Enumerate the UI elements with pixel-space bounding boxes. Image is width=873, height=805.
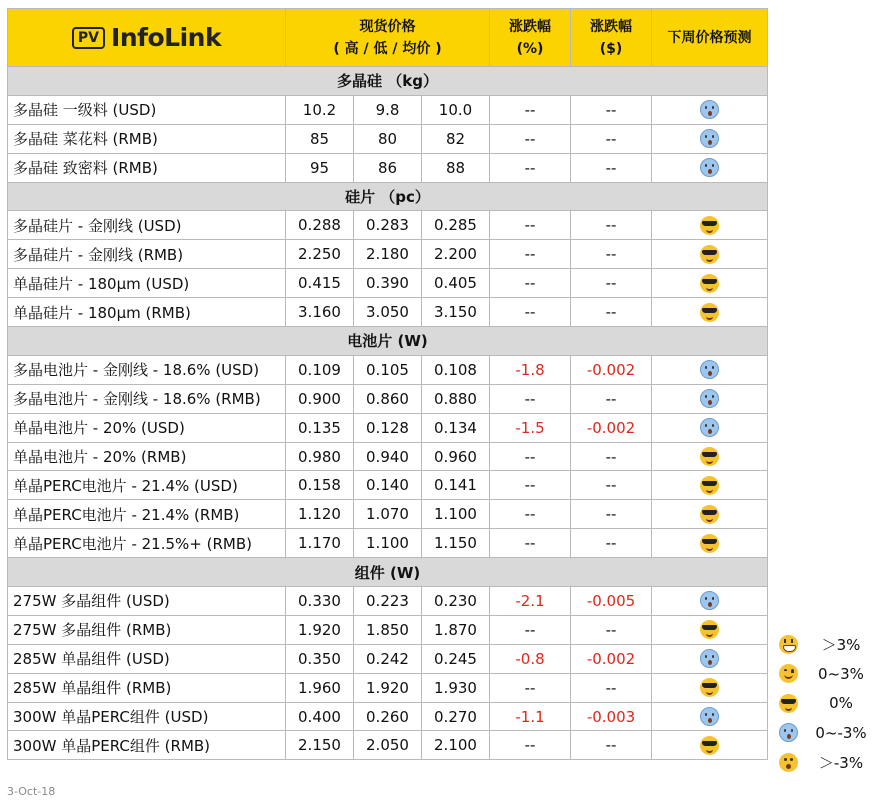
- high-price-cell: 0.350: [286, 644, 354, 673]
- cool-face-icon: [700, 505, 719, 524]
- change-amt-cell: --: [571, 95, 652, 124]
- change-amt-cell: --: [571, 269, 652, 298]
- avg-price-cell: 2.200: [422, 240, 490, 269]
- table-row: [8, 240, 768, 269]
- change-amt-header: [571, 9, 652, 67]
- change-pct-cell: --: [490, 384, 571, 413]
- spot-price-title: 现货价格: [359, 18, 416, 35]
- product-name-cell: 单晶PERC电池片 - 21.5%+ (RMB): [8, 529, 286, 558]
- product-name-cell: 多晶硅 致密料 (RMB): [8, 153, 286, 182]
- avg-price-cell: 0.285: [422, 211, 490, 240]
- high-price-cell: 0.135: [286, 413, 354, 442]
- change-amt-cell: --: [571, 731, 652, 760]
- table-row: [8, 413, 768, 442]
- table-row: [8, 298, 768, 327]
- low-price-cell: 80: [354, 124, 422, 153]
- product-name-cell: 多晶硅片 - 金刚线 (RMB): [8, 240, 286, 269]
- high-price-cell: 0.109: [286, 355, 354, 384]
- report-date: 3-Oct-18: [7, 785, 56, 798]
- avg-price-cell: 2.100: [422, 731, 490, 760]
- table-row: [8, 269, 768, 298]
- change-amt-cell: --: [571, 673, 652, 702]
- high-price-cell: 0.400: [286, 702, 354, 731]
- change-amt-unit: ($): [599, 40, 623, 57]
- change-pct-cell: -2.1: [490, 587, 571, 616]
- table-row: [8, 471, 768, 500]
- low-price-cell: 0.128: [354, 413, 422, 442]
- avg-price-cell: 1.870: [422, 615, 490, 644]
- low-price-cell: 0.283: [354, 211, 422, 240]
- forecast-cell: [652, 124, 768, 153]
- low-price-cell: 0.242: [354, 644, 422, 673]
- table-row: [8, 702, 768, 731]
- change-amt-cell: -0.003: [571, 702, 652, 731]
- high-price-cell: 1.120: [286, 500, 354, 529]
- scream-face-icon: [700, 418, 719, 437]
- product-name-cell: 单晶PERC电池片 - 21.4% (RMB): [8, 500, 286, 529]
- table-row: [8, 500, 768, 529]
- scream-face-icon: [700, 100, 719, 119]
- forecast-cell: [652, 355, 768, 384]
- table-row: [8, 153, 768, 182]
- avg-price-cell: 0.245: [422, 644, 490, 673]
- change-pct-cell: --: [490, 124, 571, 153]
- logo-cell: [8, 9, 286, 67]
- change-amt-cell: --: [571, 124, 652, 153]
- change-pct-cell: --: [490, 211, 571, 240]
- table-row: [8, 731, 768, 760]
- scream-face-icon: [779, 723, 798, 742]
- change-amt-cell: --: [571, 211, 652, 240]
- high-price-cell: 2.150: [286, 731, 354, 760]
- table-row: [8, 587, 768, 616]
- forecast-cell: [652, 644, 768, 673]
- change-amt-cell: --: [571, 471, 652, 500]
- high-price-cell: 0.330: [286, 587, 354, 616]
- spot-price-header: [286, 9, 490, 67]
- change-amt-cell: -0.005: [571, 587, 652, 616]
- high-price-cell: 85: [286, 124, 354, 153]
- avg-price-cell: 10.0: [422, 95, 490, 124]
- forecast-cell: [652, 500, 768, 529]
- cool-face-icon: [700, 274, 719, 293]
- change-pct-cell: -1.1: [490, 702, 571, 731]
- section-header-row: [8, 558, 768, 587]
- change-pct-cell: -1.5: [490, 413, 571, 442]
- product-name-cell: 多晶电池片 - 金刚线 - 18.6% (USD): [8, 355, 286, 384]
- change-amt-cell: --: [571, 240, 652, 269]
- avg-price-cell: 88: [422, 153, 490, 182]
- forecast-cell: [652, 298, 768, 327]
- low-price-cell: 2.050: [354, 731, 422, 760]
- forecast-cell: [652, 211, 768, 240]
- change-pct-cell: --: [490, 673, 571, 702]
- change-amt-cell: -0.002: [571, 644, 652, 673]
- cool-face-icon: [700, 245, 719, 264]
- forecast-cell: [652, 615, 768, 644]
- change-amt-cell: --: [571, 298, 652, 327]
- low-price-cell: 0.223: [354, 587, 422, 616]
- product-name-cell: 多晶电池片 - 金刚线 - 18.6% (RMB): [8, 384, 286, 413]
- cool-face-icon: [700, 620, 719, 639]
- product-name-cell: 单晶PERC电池片 - 21.4% (USD): [8, 471, 286, 500]
- avg-price-cell: 0.405: [422, 269, 490, 298]
- cool-face-icon: [700, 447, 719, 466]
- high-price-cell: 3.160: [286, 298, 354, 327]
- forecast-cell: [652, 269, 768, 298]
- change-pct-cell: -0.8: [490, 644, 571, 673]
- change-pct-cell: --: [490, 442, 571, 471]
- high-price-cell: 0.288: [286, 211, 354, 240]
- change-pct-unit: (%): [516, 40, 544, 57]
- change-pct-cell: --: [490, 471, 571, 500]
- forecast-cell: [652, 673, 768, 702]
- high-price-cell: 1.960: [286, 673, 354, 702]
- product-name-cell: 300W 单晶PERC组件 (RMB): [8, 731, 286, 760]
- cool-face-icon: [700, 534, 719, 553]
- low-price-cell: 9.8: [354, 95, 422, 124]
- product-name-cell: 275W 多晶组件 (USD): [8, 587, 286, 616]
- change-pct-cell: --: [490, 298, 571, 327]
- avg-price-cell: 1.930: [422, 673, 490, 702]
- forecast-cell: [652, 413, 768, 442]
- infolink-logo: [8, 23, 285, 52]
- section-header-row: [8, 327, 768, 356]
- avg-price-cell: 82: [422, 124, 490, 153]
- high-price-cell: 0.980: [286, 442, 354, 471]
- table-row: [8, 615, 768, 644]
- low-price-cell: 2.180: [354, 240, 422, 269]
- forecast-cell: [652, 240, 768, 269]
- avg-price-cell: 0.134: [422, 413, 490, 442]
- table-row: [8, 384, 768, 413]
- change-pct-cell: -1.8: [490, 355, 571, 384]
- cool-face-icon: [700, 736, 719, 755]
- grin-face-icon: [779, 635, 798, 654]
- change-pct-cell: --: [490, 529, 571, 558]
- product-name-cell: 单晶电池片 - 20% (RMB): [8, 442, 286, 471]
- forecast-cell: [652, 384, 768, 413]
- avg-price-cell: 0.108: [422, 355, 490, 384]
- forecast-cell: [652, 471, 768, 500]
- low-price-cell: 0.390: [354, 269, 422, 298]
- forecast-cell: [652, 442, 768, 471]
- cool-face-icon: [700, 216, 719, 235]
- avg-price-cell: 0.960: [422, 442, 490, 471]
- legend-label: ＞3%: [821, 635, 861, 654]
- product-name-cell: 275W 多晶组件 (RMB): [8, 615, 286, 644]
- table-row: [8, 673, 768, 702]
- change-pct-cell: --: [490, 269, 571, 298]
- avg-price-cell: 1.150: [422, 529, 490, 558]
- product-name-cell: 多晶硅片 - 金刚线 (USD): [8, 211, 286, 240]
- section-title: 电池片 (W): [8, 327, 768, 356]
- avg-price-cell: 0.880: [422, 384, 490, 413]
- forecast-cell: [652, 529, 768, 558]
- low-price-cell: 1.850: [354, 615, 422, 644]
- product-name-cell: 多晶硅 一级料 (USD): [8, 95, 286, 124]
- low-price-cell: 1.920: [354, 673, 422, 702]
- legend-item: [779, 664, 869, 684]
- change-amt-cell: -0.002: [571, 413, 652, 442]
- forecast-cell: [652, 587, 768, 616]
- cool-face-icon: [700, 303, 719, 322]
- forecast-cell: [652, 702, 768, 731]
- avg-price-cell: 0.230: [422, 587, 490, 616]
- high-price-cell: 10.2: [286, 95, 354, 124]
- product-name-cell: 300W 单晶PERC组件 (USD): [8, 702, 286, 731]
- high-price-cell: 95: [286, 153, 354, 182]
- change-amt-cell: --: [571, 442, 652, 471]
- forecast-cell: [652, 95, 768, 124]
- forecast-cell: [652, 731, 768, 760]
- change-amt-cell: -0.002: [571, 355, 652, 384]
- change-amt-cell: --: [571, 384, 652, 413]
- change-pct-header: [490, 9, 571, 67]
- change-amt-cell: --: [571, 500, 652, 529]
- change-pct-cell: --: [490, 615, 571, 644]
- logo-text: InfoLink: [111, 23, 222, 52]
- section-header-row: [8, 182, 768, 211]
- low-price-cell: 1.100: [354, 529, 422, 558]
- cool-face-icon: [700, 678, 719, 697]
- smile-face-icon: [779, 664, 798, 683]
- table-row: [8, 124, 768, 153]
- astonished-face-icon: [779, 753, 798, 772]
- table-row: [8, 644, 768, 673]
- change-pct-cell: --: [490, 153, 571, 182]
- low-price-cell: 0.140: [354, 471, 422, 500]
- legend-item: [779, 693, 869, 713]
- scream-face-icon: [700, 707, 719, 726]
- high-price-cell: 2.250: [286, 240, 354, 269]
- forecast-header: 下周价格预测: [652, 9, 768, 67]
- high-price-cell: 0.415: [286, 269, 354, 298]
- high-price-cell: 1.170: [286, 529, 354, 558]
- legend-label: 0~-3%: [815, 723, 867, 742]
- scream-face-icon: [700, 158, 719, 177]
- low-price-cell: 0.940: [354, 442, 422, 471]
- low-price-cell: 0.860: [354, 384, 422, 413]
- scream-face-icon: [700, 591, 719, 610]
- cool-face-icon: [700, 476, 719, 495]
- legend-item: [779, 634, 869, 654]
- change-amt-title: 涨跌幅: [590, 18, 632, 35]
- avg-price-cell: 0.141: [422, 471, 490, 500]
- section-title: 组件 (W): [8, 558, 768, 587]
- price-table: [7, 8, 768, 760]
- scream-face-icon: [700, 649, 719, 668]
- legend-label: 0%: [829, 694, 853, 713]
- avg-price-cell: 1.100: [422, 500, 490, 529]
- avg-price-cell: 0.270: [422, 702, 490, 731]
- change-pct-title: 涨跌幅: [509, 18, 551, 35]
- avg-price-cell: 3.150: [422, 298, 490, 327]
- legend-item: [779, 723, 869, 743]
- legend-label: 0~3%: [818, 664, 864, 683]
- change-pct-cell: --: [490, 240, 571, 269]
- table-row: [8, 95, 768, 124]
- low-price-cell: 3.050: [354, 298, 422, 327]
- table-row: [8, 529, 768, 558]
- product-name-cell: 285W 单晶组件 (USD): [8, 644, 286, 673]
- logo-badge: PV: [72, 27, 105, 49]
- change-pct-cell: --: [490, 500, 571, 529]
- forecast-cell: [652, 153, 768, 182]
- section-title: 多晶硅 （kg）: [8, 67, 768, 96]
- change-pct-cell: --: [490, 731, 571, 760]
- change-amt-cell: --: [571, 615, 652, 644]
- low-price-cell: 86: [354, 153, 422, 182]
- low-price-cell: 0.260: [354, 702, 422, 731]
- high-price-cell: 1.920: [286, 615, 354, 644]
- table-row: [8, 211, 768, 240]
- change-pct-cell: --: [490, 95, 571, 124]
- section-title: 硅片 （pc）: [8, 182, 768, 211]
- low-price-cell: 0.105: [354, 355, 422, 384]
- high-price-cell: 0.900: [286, 384, 354, 413]
- scream-face-icon: [700, 129, 719, 148]
- section-header-row: [8, 67, 768, 96]
- change-amt-cell: --: [571, 153, 652, 182]
- change-amt-cell: --: [571, 529, 652, 558]
- product-name-cell: 单晶硅片 - 180μm (USD): [8, 269, 286, 298]
- legend-item: [779, 752, 869, 772]
- cool-face-icon: [779, 694, 798, 713]
- scream-face-icon: [700, 360, 719, 379]
- product-name-cell: 单晶电池片 - 20% (USD): [8, 413, 286, 442]
- legend-label: ＞-3%: [818, 753, 864, 772]
- low-price-cell: 1.070: [354, 500, 422, 529]
- spot-price-subtitle: ( 高 / 低 / 均价 ): [333, 40, 442, 57]
- table-row: [8, 355, 768, 384]
- product-name-cell: 285W 单晶组件 (RMB): [8, 673, 286, 702]
- high-price-cell: 0.158: [286, 471, 354, 500]
- product-name-cell: 多晶硅 菜花料 (RMB): [8, 124, 286, 153]
- product-name-cell: 单晶硅片 - 180μm (RMB): [8, 298, 286, 327]
- table-row: [8, 442, 768, 471]
- scream-face-icon: [700, 389, 719, 408]
